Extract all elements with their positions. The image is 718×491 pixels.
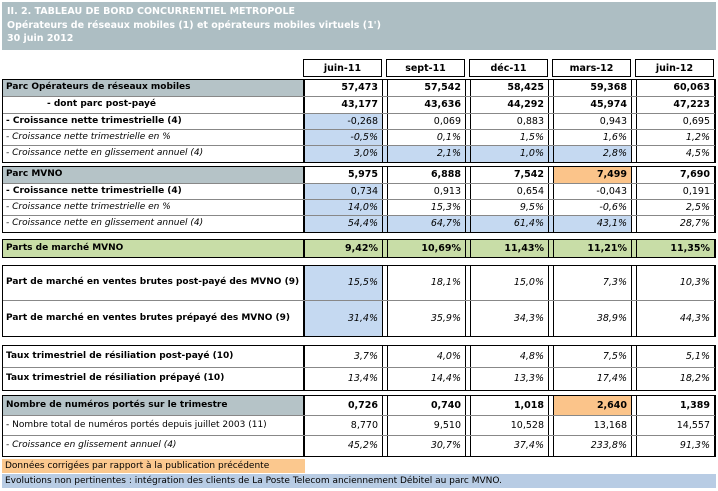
cell: -0,268 — [304, 114, 383, 129]
cell: 4,5% — [636, 146, 715, 162]
table-row — [3, 97, 715, 114]
cell: 15,0% — [470, 266, 549, 300]
cell: 13,168 — [553, 416, 632, 435]
column-header-mars-12: mars-12 — [552, 59, 631, 77]
cell: 59,368 — [553, 80, 632, 96]
cell: 1,2% — [636, 130, 715, 145]
cell: 43,636 — [387, 97, 466, 113]
cell: 8,770 — [304, 416, 383, 435]
cell: 31,4% — [304, 301, 383, 336]
cell: 2,1% — [387, 146, 466, 162]
cell: 57,542 — [387, 80, 466, 96]
cell: 5,1% — [636, 346, 715, 367]
cell: 45,2% — [304, 436, 383, 456]
cell: 11,35% — [636, 240, 715, 257]
table-row — [3, 167, 715, 184]
block-parts-ventes-brutes — [2, 265, 716, 337]
row-label: - Croissance nette en glissement annuel (4) — [3, 146, 304, 162]
cell: 54,4% — [304, 216, 383, 232]
cell: 0,191 — [636, 184, 715, 199]
row-label: Parts de marché MVNO — [3, 240, 304, 257]
block-parc-operateurs-reseaux-mobiles — [2, 79, 716, 163]
table-row — [3, 184, 715, 200]
cell: 18,1% — [387, 266, 466, 300]
cell: 2,5% — [636, 200, 715, 215]
cell: 7,5% — [553, 346, 632, 367]
cell: 7,690 — [636, 167, 715, 183]
cell: 43,1% — [553, 216, 632, 232]
cell: 18,2% — [636, 368, 715, 390]
cell: 30,7% — [387, 436, 466, 456]
cell: 1,0% — [470, 146, 549, 162]
column-header-sept-11: sept-11 — [386, 59, 465, 77]
table-row — [3, 301, 715, 336]
column-header-row — [2, 59, 716, 77]
column-header-spacer — [2, 59, 303, 77]
cell: 60,063 — [636, 80, 715, 96]
row-label: Part de marché en ventes brutes post-payé des MVNO (9) — [3, 266, 304, 300]
cell: 44,292 — [470, 97, 549, 113]
cell: 13,4% — [304, 368, 383, 390]
cell: 9,5% — [470, 200, 549, 215]
cell: 14,0% — [304, 200, 383, 215]
cell: 4,8% — [470, 346, 549, 367]
cell: 28,7% — [636, 216, 715, 232]
block-parts-de-marche-mvno — [2, 239, 716, 258]
cell: 1,6% — [553, 130, 632, 145]
cell: 7,3% — [553, 266, 632, 300]
cell: 0,654 — [470, 184, 549, 199]
cell: 0,726 — [304, 396, 383, 415]
cell: 0,943 — [553, 114, 632, 129]
cell: 14,4% — [387, 368, 466, 390]
cell: 17,4% — [553, 368, 632, 390]
cell: 3,0% — [304, 146, 383, 162]
table-row — [3, 200, 715, 216]
cell: 7,542 — [470, 167, 549, 183]
row-label: - Croissance nette en glissement annuel (4) — [3, 216, 304, 232]
column-header-juin-11: juin-11 — [303, 59, 382, 77]
cell: 38,9% — [553, 301, 632, 336]
cell: 91,3% — [636, 436, 715, 456]
column-header-juin-12: juin-12 — [635, 59, 714, 77]
row-label: Part de marché en ventes brutes prépayé des MVNO (9) — [3, 301, 304, 336]
table-row — [3, 416, 715, 436]
cell: 4,0% — [387, 346, 466, 367]
row-label: - Croissance nette trimestrielle en % — [3, 200, 304, 215]
row-label: Parc Opérateurs de réseaux mobiles — [3, 80, 304, 96]
legend-corrected-data: Données corrigées par rapport à la publication précédente — [2, 459, 305, 473]
row-label: Parc MVNO — [3, 167, 304, 183]
table-row — [3, 436, 715, 456]
cell: 43,177 — [304, 97, 383, 113]
row-label: - Nombre total de numéros portés depuis juillet 2003 (11) — [3, 416, 304, 435]
cell: 13,3% — [470, 368, 549, 390]
block-taux-resiliation — [2, 345, 716, 391]
cell: 14,557 — [636, 416, 715, 435]
table-row — [3, 146, 715, 162]
legend-non-pertinent-evolutions: Evolutions non pertinentes : intégration des clients de La Poste Telecom anciennement Débitel au parc MVNO. — [2, 474, 716, 488]
cell: 58,425 — [470, 80, 549, 96]
cell: 2,640 — [553, 396, 632, 415]
cell: 34,3% — [470, 301, 549, 336]
report-date: 30 juin 2012 — [7, 33, 74, 44]
table-row — [3, 130, 715, 146]
cell: 6,888 — [387, 167, 466, 183]
table-row — [3, 114, 715, 130]
cell: 11,21% — [553, 240, 632, 257]
cell: 64,7% — [387, 216, 466, 232]
cell: 1,5% — [470, 130, 549, 145]
table-row — [3, 346, 715, 368]
row-label: - Croissance en glissement annuel (4) — [3, 436, 304, 456]
cell: 0,734 — [304, 184, 383, 199]
table-row — [3, 80, 715, 97]
cell: 44,3% — [636, 301, 715, 336]
cell: 0,069 — [387, 114, 466, 129]
cell: 35,9% — [387, 301, 466, 336]
report-title: II. 2. TABLEAU DE BORD CONCURRENTIEL METROPOLE — [7, 6, 295, 17]
report-header — [2, 2, 716, 50]
cell: 0,695 — [636, 114, 715, 129]
cell: 11,43% — [470, 240, 549, 257]
cell: 15,3% — [387, 200, 466, 215]
block-numeros-portes — [2, 395, 716, 457]
block-parc-mvno — [2, 166, 716, 233]
cell: -0,5% — [304, 130, 383, 145]
row-label: Taux trimestriel de résiliation post-payé (10) — [3, 346, 304, 367]
table-row — [3, 240, 715, 257]
cell: 15,5% — [304, 266, 383, 300]
cell: -0,043 — [553, 184, 632, 199]
row-label: - Croissance nette trimestrielle (4) — [3, 114, 304, 129]
cell: 1,018 — [470, 396, 549, 415]
cell: 37,4% — [470, 436, 549, 456]
cell: 10,69% — [387, 240, 466, 257]
cell: 9,510 — [387, 416, 466, 435]
cell: 5,975 — [304, 167, 383, 183]
table-row — [3, 266, 715, 301]
row-label: - dont parc post-payé — [3, 97, 304, 113]
cell: 10,528 — [470, 416, 549, 435]
table-row — [3, 368, 715, 390]
cell: 2,8% — [553, 146, 632, 162]
cell: -0,6% — [553, 200, 632, 215]
table-row — [3, 216, 715, 232]
cell: 9,42% — [304, 240, 383, 257]
cell: 0,883 — [470, 114, 549, 129]
cell: 47,223 — [636, 97, 715, 113]
cell: 10,3% — [636, 266, 715, 300]
row-label: - Croissance nette trimestrielle en % — [3, 130, 304, 145]
cell: 233,8% — [553, 436, 632, 456]
cell: 57,473 — [304, 80, 383, 96]
column-header-dec-11: déc-11 — [469, 59, 548, 77]
cell: 0,740 — [387, 396, 466, 415]
cell: 0,1% — [387, 130, 466, 145]
row-label: Taux trimestriel de résiliation prépayé (10) — [3, 368, 304, 390]
report-subtitle: Opérateurs de réseaux mobiles (1) et opérateurs mobiles virtuels (1') — [7, 19, 381, 31]
row-label: Nombre de numéros portés sur le trimestre — [3, 396, 304, 415]
cell: 7,499 — [553, 167, 632, 183]
table-row — [3, 396, 715, 416]
row-label: - Croissance nette trimestrielle (4) — [3, 184, 304, 199]
cell: 61,4% — [470, 216, 549, 232]
cell: 3,7% — [304, 346, 383, 367]
cell: 0,913 — [387, 184, 466, 199]
cell: 1,389 — [636, 396, 715, 415]
cell: 45,974 — [553, 97, 632, 113]
